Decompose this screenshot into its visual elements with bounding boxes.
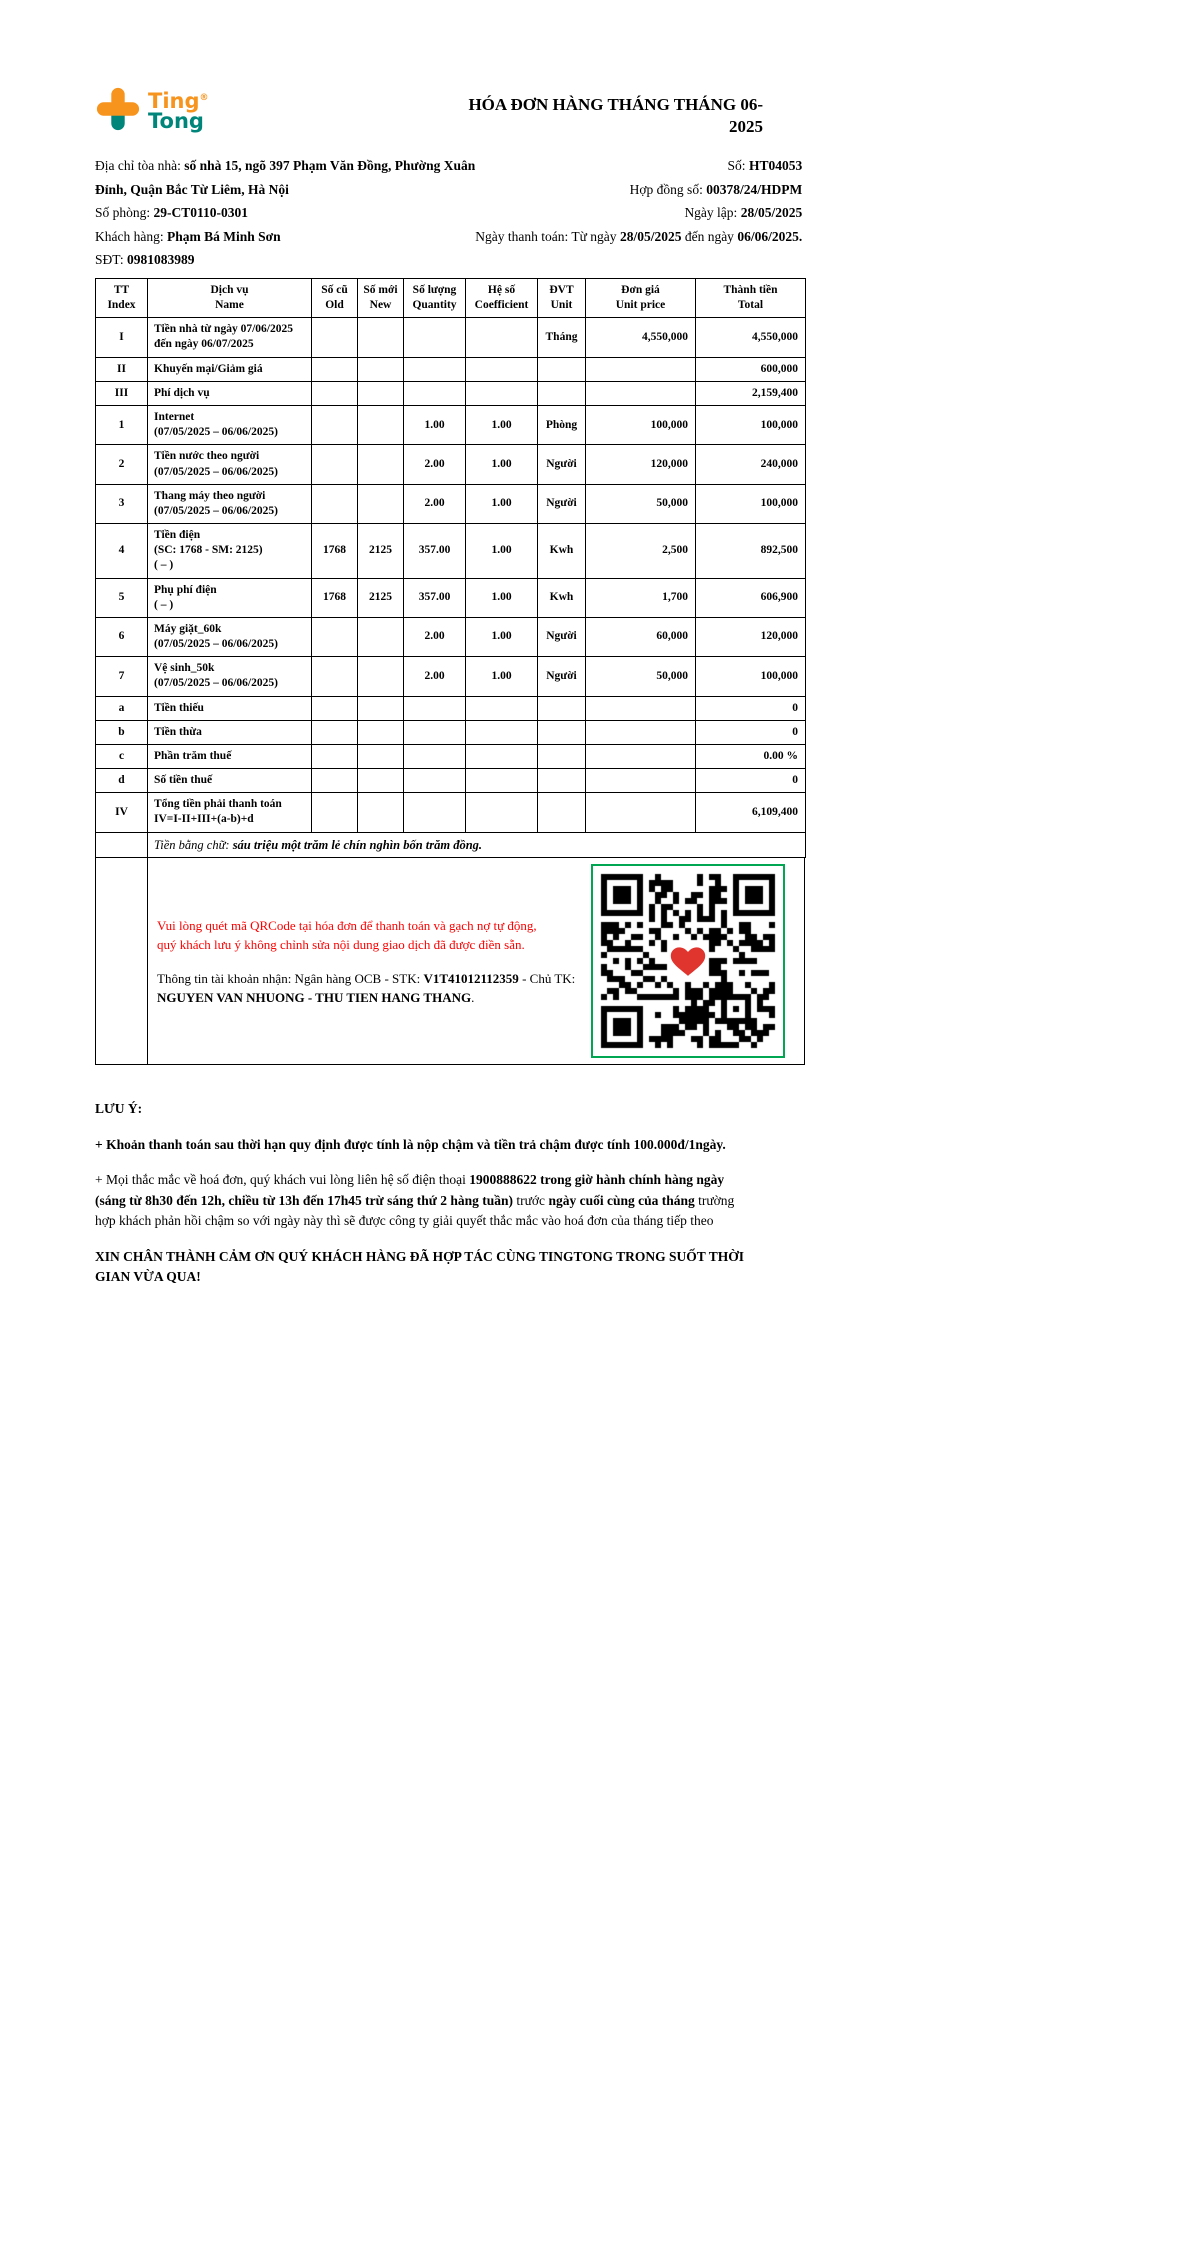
cell: 50,000: [586, 484, 696, 523]
cell: 1: [96, 406, 148, 445]
service-name-cell: Tiền thiếu: [148, 696, 312, 720]
cell: 4,550,000: [696, 318, 806, 357]
cell: 2,500: [586, 524, 696, 579]
contract-number-line: Hợp đồng số: 00378/24/HDPM: [629, 181, 803, 197]
cell: Kwh: [538, 524, 586, 579]
service-name-cell: Tiền nhà từ ngày 07/06/2025 đến ngày 06/07/2025: [148, 318, 312, 357]
cell: Kwh: [538, 578, 586, 617]
column-header: Số cũ Old: [312, 278, 358, 317]
cell: 100,000: [586, 406, 696, 445]
cell: d: [96, 769, 148, 793]
cell: [358, 657, 404, 696]
customer-info-block: [95, 154, 475, 272]
phone-line: SĐT: 0981083989: [95, 252, 195, 268]
cell: [312, 744, 358, 768]
cell: [538, 357, 586, 381]
cell: 1768: [312, 524, 358, 579]
cell: [466, 720, 538, 744]
table-row: [96, 696, 806, 720]
cell: 120,000: [586, 445, 696, 484]
cell: Phòng: [538, 406, 586, 445]
cell: [404, 793, 466, 832]
amount-in-words-cell: Tiền bằng chữ: sáu triệu một trăm lẻ chín nghìn bốn trăm đồng.: [148, 832, 806, 858]
cell: 892,500: [696, 524, 806, 579]
logo-wordmark: [148, 88, 209, 131]
cell: 0: [696, 696, 806, 720]
invoice-table-rows: [96, 318, 806, 832]
cell: [312, 657, 358, 696]
cell: 50,000: [586, 657, 696, 696]
service-name-cell: Phụ phí điện ( – ): [148, 578, 312, 617]
cell: 2.00: [404, 617, 466, 656]
cell: [404, 381, 466, 405]
table-row: [96, 524, 806, 579]
invoice-number-line: Số: HT04053: [727, 158, 803, 173]
cell: [404, 357, 466, 381]
column-header: Thành tiền Total: [696, 278, 806, 317]
cell: [312, 484, 358, 523]
cell: 2.00: [404, 484, 466, 523]
payment-date-line: Ngày thanh toán: Từ ngày 28/05/2025 đến ngày 06/06/2025.: [475, 228, 803, 244]
cell: 4: [96, 524, 148, 579]
cell: [358, 357, 404, 381]
room-number-line: Số phòng: 29-CT0110-0301: [95, 205, 249, 221]
cell: [312, 357, 358, 381]
cell: 1.00: [466, 524, 538, 579]
column-header: Đơn giá Unit price: [586, 278, 696, 317]
qr-code: [591, 864, 785, 1058]
cell: [466, 769, 538, 793]
cell: [358, 617, 404, 656]
qr-payment-section: [95, 857, 805, 1065]
cell: 60,000: [586, 617, 696, 656]
table-row: [96, 578, 806, 617]
cell: a: [96, 696, 148, 720]
cell: II: [96, 357, 148, 381]
cell: 1.00: [466, 484, 538, 523]
cell: [404, 696, 466, 720]
invoice-title: HÓA ĐƠN HÀNG THÁNG THÁNG 06-2025: [468, 95, 763, 136]
late-payment-note: + Khoản thanh toán sau thời hạn quy định được tính là nộp chậm và tiền trả chậm được tính 100.000đ/1ngày.: [95, 1136, 726, 1152]
cell: [466, 318, 538, 357]
table-row: [96, 617, 806, 656]
table-row: [96, 318, 806, 357]
contact-note: + Mọi thắc mắc về hoá đơn, quý khách vui lòng liên hệ số điện thoại 1900888622 trong giờ hành chính hàng ngày (sáng từ 8h30 đến 12h, chiều từ 13h đến 17h45 trừ sáng thứ 2 hàng tuần) trước ngày cuối cùng của tháng trường hợp khách phản hồi chậm so với ngày này thì sẽ được công ty giải quyết thắc mắc vào hoá đơn của tháng tiếp theo: [95, 1172, 735, 1229]
cell: [586, 769, 696, 793]
service-name-cell: Máy giặt_60k (07/05/2025 – 06/06/2025): [148, 617, 312, 656]
cell: 2.00: [404, 445, 466, 484]
cell: [358, 769, 404, 793]
cell: III: [96, 381, 148, 405]
cell: [466, 744, 538, 768]
service-name-cell: Phần trăm thuế: [148, 744, 312, 768]
account-info-text: Thông tin tài khoản nhận: Ngân hàng OCB - STK: V1T41012112359 - Chủ TK: NGUYEN VAN NHUONG - THU TIEN HANG THANG.: [157, 971, 576, 1006]
service-name-cell: Tiền điện (SC: 1768 - SM: 2125) ( – ): [148, 524, 312, 579]
table-row: [96, 484, 806, 523]
cell: 1768: [312, 578, 358, 617]
tingtong-logo: [95, 86, 209, 132]
logo-text-tong: [148, 108, 209, 133]
cell: 606,900: [696, 578, 806, 617]
notes-heading: LƯU Ý:: [95, 1101, 143, 1117]
cell: 4,550,000: [586, 318, 696, 357]
cell: 357.00: [404, 524, 466, 579]
cell: 240,000: [696, 445, 806, 484]
service-name-cell: Phí dịch vụ: [148, 381, 312, 405]
cell: [358, 720, 404, 744]
cell: 2125: [358, 524, 404, 579]
cell: [358, 406, 404, 445]
column-header: Số lượng Quantity: [404, 278, 466, 317]
cell: [312, 318, 358, 357]
cell: [466, 793, 538, 832]
cell: 6,109,400: [696, 793, 806, 832]
invoice-meta-block: [475, 154, 802, 272]
cell: [538, 381, 586, 405]
logo-tong-label: Tong: [148, 108, 204, 133]
table-row: [96, 657, 806, 696]
cell: 600,000: [696, 357, 806, 381]
cell: [358, 445, 404, 484]
cell: 1.00: [466, 578, 538, 617]
cell: [404, 720, 466, 744]
cell: IV: [96, 793, 148, 832]
cell: c: [96, 744, 148, 768]
cell: [586, 381, 696, 405]
cell: 1.00: [466, 657, 538, 696]
registered-mark: ®: [199, 92, 209, 103]
qr-instruction-text: Vui lòng quét mã QRCode tại hóa đơn để thanh toán và gạch nợ tự động, quý khách lưu ý không chỉnh sửa nội dung giao dịch đã được điền sẵn.: [157, 918, 537, 953]
cell: [466, 381, 538, 405]
cell: 100,000: [696, 484, 806, 523]
cell: [538, 744, 586, 768]
building-address-line-2: Đỉnh, Quận Bắc Từ Liêm, Hà Nội: [95, 181, 289, 197]
cell: [538, 696, 586, 720]
cell: 2: [96, 445, 148, 484]
cell: [538, 793, 586, 832]
cell: 5: [96, 578, 148, 617]
cell: 357.00: [404, 578, 466, 617]
column-header: ĐVT Unit: [538, 278, 586, 317]
cell: [538, 720, 586, 744]
invoice-header: [95, 86, 807, 138]
customer-name-line: Khách hàng: Phạm Bá Minh Sơn: [95, 228, 281, 244]
tingtong-logo-icon: [95, 86, 141, 132]
cell: 0: [696, 769, 806, 793]
cell: Tháng: [538, 318, 586, 357]
service-name-cell: Thang máy theo người (07/05/2025 – 06/06/2025): [148, 484, 312, 523]
footer-notes: [95, 1099, 747, 1288]
qr-heart-icon: [669, 943, 707, 979]
cell: 2,159,400: [696, 381, 806, 405]
cell: b: [96, 720, 148, 744]
table-row: [96, 357, 806, 381]
invoice-table-header-row: [96, 278, 806, 317]
cell: [586, 696, 696, 720]
cell: [312, 696, 358, 720]
cell: [358, 381, 404, 405]
issue-date-line: Ngày lập: 28/05/2025: [684, 205, 803, 221]
thank-you-note: XIN CHÂN THÀNH CẢM ƠN QUÝ KHÁCH HÀNG ĐÃ HỢP TÁC CÙNG TINGTONG TRONG SUỐT THỜI GIAN VỪA QUA!: [95, 1248, 744, 1285]
column-header: Hệ số Coefficient: [466, 278, 538, 317]
cell: Người: [538, 484, 586, 523]
cell: 2.00: [404, 657, 466, 696]
table-row: [96, 744, 806, 768]
service-name-cell: Vệ sinh_50k (07/05/2025 – 06/06/2025): [148, 657, 312, 696]
cell: 2125: [358, 578, 404, 617]
invoice-table: [95, 278, 806, 858]
cell: Người: [538, 657, 586, 696]
cell: [312, 720, 358, 744]
cell: 7: [96, 657, 148, 696]
service-name-cell: Số tiền thuế: [148, 769, 312, 793]
invoice-info: [95, 154, 807, 272]
cell: [586, 720, 696, 744]
table-row: [96, 793, 806, 832]
cell: [404, 318, 466, 357]
cell: 120,000: [696, 617, 806, 656]
cell: [312, 381, 358, 405]
cell: [358, 484, 404, 523]
service-name-cell: Tổng tiền phải thanh toán IV=I-II+III+(a-b)+d: [148, 793, 312, 832]
cell: [404, 769, 466, 793]
cell: I: [96, 318, 148, 357]
column-header: Số mới New: [358, 278, 404, 317]
invoice-page: [95, 0, 807, 1288]
table-row: [96, 720, 806, 744]
cell: [538, 769, 586, 793]
qr-section-text: [148, 858, 591, 1064]
cell: 1.00: [466, 406, 538, 445]
cell: [586, 793, 696, 832]
cell: [358, 793, 404, 832]
table-row: [96, 381, 806, 405]
cell: [358, 696, 404, 720]
cell: [312, 406, 358, 445]
table-row: [96, 406, 806, 445]
cell: 0: [696, 720, 806, 744]
logo-ting-label: Ting: [148, 88, 200, 113]
cell: 3: [96, 484, 148, 523]
cell: 100,000: [696, 657, 806, 696]
cell: [466, 696, 538, 720]
cell: 0.00 %: [696, 744, 806, 768]
cell: [312, 793, 358, 832]
cell: [312, 617, 358, 656]
service-name-cell: Tiền thừa: [148, 720, 312, 744]
cell: [358, 318, 404, 357]
logo-text-ting: [148, 88, 209, 111]
service-name-cell: Internet (07/05/2025 – 06/06/2025): [148, 406, 312, 445]
amount-words-index-cell: [96, 832, 148, 858]
cell: [586, 357, 696, 381]
cell: Người: [538, 617, 586, 656]
cell: [404, 744, 466, 768]
cell: [312, 445, 358, 484]
cell: [312, 769, 358, 793]
table-row: [96, 445, 806, 484]
amount-in-words-row: [96, 832, 806, 858]
cell: 1,700: [586, 578, 696, 617]
cell: 1.00: [466, 445, 538, 484]
cell: 6: [96, 617, 148, 656]
column-header: Dịch vụ Name: [148, 278, 312, 317]
column-header: TT Index: [96, 278, 148, 317]
cell: 1.00: [466, 617, 538, 656]
service-name-cell: Tiền nước theo người (07/05/2025 – 06/06/2025): [148, 445, 312, 484]
cell: 1.00: [404, 406, 466, 445]
cell: 100,000: [696, 406, 806, 445]
qr-section-left-spacer: [96, 858, 148, 1064]
cell: [466, 357, 538, 381]
cell: [586, 744, 696, 768]
cell: Người: [538, 445, 586, 484]
cell: [358, 744, 404, 768]
table-row: [96, 769, 806, 793]
service-name-cell: Khuyến mại/Giảm giá: [148, 357, 312, 381]
building-address-line-1: Địa chỉ tòa nhà: số nhà 15, ngõ 397 Phạm Văn Đồng, Phường Xuân: [95, 158, 476, 173]
